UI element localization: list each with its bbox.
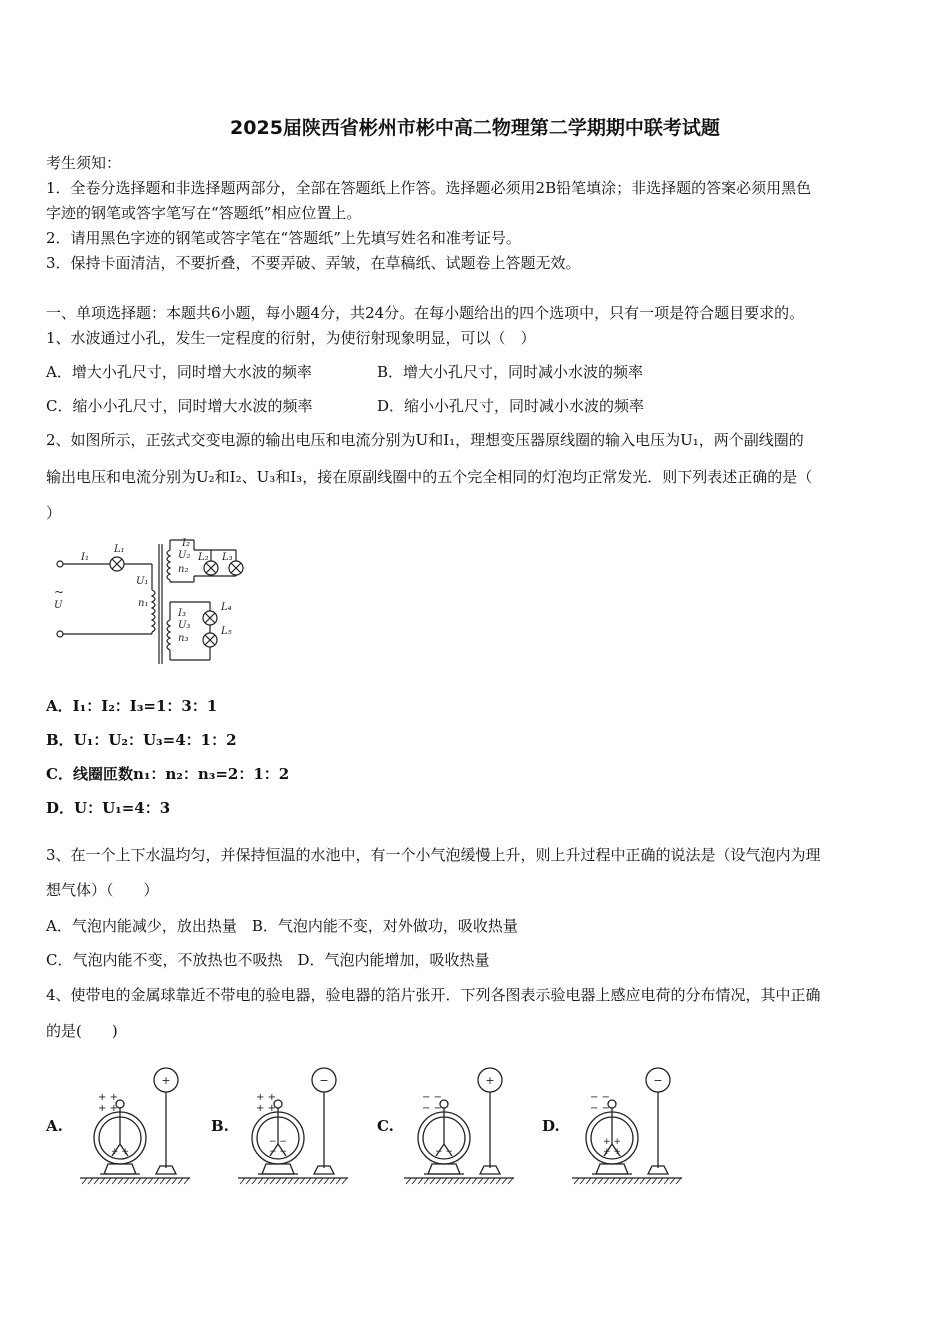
label-n3: n₃ bbox=[178, 633, 189, 644]
bottom-charge-row: − − bbox=[435, 1147, 453, 1157]
electroscope-figure-c bbox=[402, 1060, 522, 1190]
label-tilde: ~ bbox=[54, 585, 65, 599]
q2-option-b: B．U₁：U₂：U₃=4：1：2 bbox=[46, 731, 237, 749]
q3-options-cd: C．气泡内能不变，不放热也不吸热 D．气泡内能增加，吸收热量 bbox=[46, 951, 490, 969]
label-L5: L₅ bbox=[221, 626, 232, 637]
top-charge-row: − − bbox=[422, 1103, 442, 1114]
label-U3: U₃ bbox=[178, 620, 191, 631]
q1-stem: 1、水波通过小孔，发生一定程度的衍射，为使衍射现象明显，可以（ ） bbox=[46, 329, 536, 347]
q2-option-d: D．U：U₁=4：3 bbox=[46, 799, 171, 817]
q1-option-c: C．缩小小孔尺寸，同时增大水波的频率 bbox=[46, 397, 313, 415]
notice-item: 字迹的钢笔或答字笔写在“答题纸”相应位置上。 bbox=[46, 204, 362, 222]
q3-options-ab: A．气泡内能减少，放出热量 B．气泡内能不变，对外做功，吸收热量 bbox=[46, 917, 518, 935]
top-charge-row: + + bbox=[98, 1103, 118, 1114]
top-charge-row: − − bbox=[590, 1092, 610, 1103]
bottom-charge-row: + + bbox=[603, 1147, 621, 1157]
label-L2: L₂ bbox=[198, 552, 209, 563]
q1-option-d: D．缩小小孔尺寸，同时减小水波的频率 bbox=[377, 397, 645, 415]
label-U1: U₁ bbox=[136, 576, 149, 587]
q2-option-a: A．I₁：I₂：I₃=1：3：1 bbox=[46, 697, 218, 715]
q4-stem-line2: 的是( ) bbox=[46, 1022, 118, 1040]
q4-stem-line1: 4、使带电的金属球靠近不带电的验电器，验电器的箔片张开．下列各图表示验电器上感应电荷的分布情况，其中正确 bbox=[46, 986, 821, 1004]
q3-stem-line2: 想气体）（ ） bbox=[46, 881, 159, 899]
notice-heading: 考生须知： bbox=[46, 154, 122, 172]
bottom-charge-row: − − bbox=[269, 1137, 287, 1147]
q1-option-b: B．增大小孔尺寸，同时减小水波的频率 bbox=[377, 363, 644, 381]
q4-figure-label-b: B. bbox=[211, 1117, 229, 1135]
q1-option-a: A．增大小孔尺寸，同时增大水波的频率 bbox=[46, 363, 312, 381]
q4-figure-label-c: C. bbox=[377, 1117, 394, 1135]
transformer-circuit-diagram bbox=[46, 530, 256, 670]
top-charge-row: − − bbox=[422, 1092, 442, 1103]
label-I3: I₃ bbox=[178, 608, 186, 619]
q2-stem-line2: 输出电压和电流分别为U₂和I₂、U₃和I₃，接在原副线圈中的五个完全相同的灯泡均正常发光．则下列表述正确的是（ bbox=[46, 468, 813, 486]
label-L3: L₃ bbox=[222, 552, 233, 563]
label-L1: L₁ bbox=[114, 544, 125, 555]
label-n2: n₂ bbox=[178, 564, 189, 575]
notice-item: 2．请用黑色字迹的钢笔或答字笔在“答题纸”上先填写姓名和准考证号。 bbox=[46, 229, 521, 247]
top-charge-row: + + bbox=[98, 1092, 118, 1103]
label-n1: n₁ bbox=[138, 598, 149, 609]
top-charge-row: + + bbox=[256, 1103, 276, 1114]
q3-stem-line1: 3、在一个上下水温均匀，并保持恒温的水池中，有一个小气泡缓慢上升，则上升过程中正确的说法是（设气泡内为理 bbox=[46, 846, 821, 864]
label-U: U bbox=[54, 600, 63, 611]
q2-stem-line1: 2、如图所示，正弦式交变电源的输出电压和电流分别为U和I₁，理想变压器原线圈的输入电压为U₁，两个副线圈的 bbox=[46, 431, 804, 449]
notice-item: 1．全卷分选择题和非选择题两部分，全部在答题纸上作答。选择题必须用2B铅笔填涂；非选择题的答案必须用黑色 bbox=[46, 179, 812, 197]
electroscope-figure-a bbox=[78, 1060, 198, 1190]
label-U2: U₂ bbox=[178, 550, 191, 561]
electroscope-figure-d bbox=[570, 1060, 690, 1190]
label-I2: I₂ bbox=[182, 538, 190, 549]
bottom-charge-row: − − bbox=[269, 1147, 287, 1157]
ball-charge-sign: − bbox=[653, 1074, 663, 1087]
top-charge-row: + + bbox=[256, 1092, 276, 1103]
q2-stem-line3: ） bbox=[46, 504, 62, 522]
top-charge-row: − − bbox=[590, 1103, 610, 1114]
bottom-charge-row: + + bbox=[111, 1147, 129, 1157]
label-I1: I₁ bbox=[81, 552, 89, 563]
q2-option-c: C．线圈匝数n₁：n₂：n₃=2：1：2 bbox=[46, 765, 290, 783]
q4-figure-label-a: A. bbox=[46, 1117, 63, 1135]
ball-charge-sign: − bbox=[319, 1074, 329, 1087]
label-L4: L₄ bbox=[221, 602, 232, 613]
page-title: 2025届陕西省彬州市彬中高二物理第二学期期中联考试题 bbox=[230, 117, 720, 139]
ball-charge-sign: + bbox=[485, 1074, 495, 1087]
section-heading: 一、单项选择题：本题共6小题，每小题4分，共24分。在每小题给出的四个选项中，只有一项是符合题目要求的。 bbox=[46, 304, 805, 322]
notice-item: 3．保持卡面清洁，不要折叠，不要弄破、弄皱，在草稿纸、试题卷上答题无效。 bbox=[46, 254, 581, 272]
ball-charge-sign: + bbox=[161, 1074, 171, 1087]
electroscope-figure-b bbox=[236, 1060, 356, 1190]
q4-figure-label-d: D. bbox=[542, 1117, 560, 1135]
bottom-charge-row: + + bbox=[603, 1137, 621, 1147]
